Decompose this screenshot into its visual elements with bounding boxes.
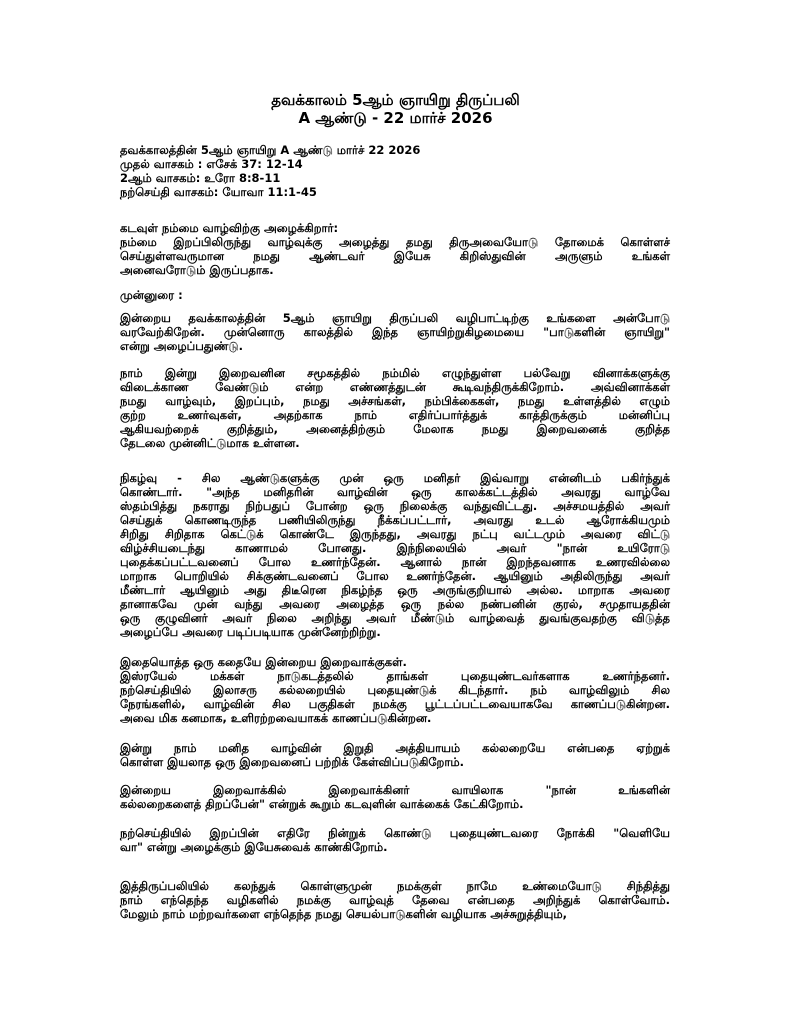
text-line: இதையொத்த ஒரு கதையே இன்றைய இறைவாக்குகள். <box>120 655 407 669</box>
readings-paragraph <box>120 826 670 854</box>
text-line: சிறிது சிறிதாக கெட்டுக் கொண்டே இருந்தது, அவரது நட்பு வட்டமும் அவரை விட்டு <box>120 527 670 541</box>
text-line: தேடலை முன்னிட்டுமாக உள்ளன. <box>120 436 300 450</box>
text-line: செய்துள்ளவருமான நமது ஆண்டவர் இயேசு கிறிஸ்துவின் அருளும் உங்கள் <box>120 249 670 263</box>
text-line: அழைப்பே அவரை படிப்படியாக முன்னேற்றிற்று. <box>120 625 381 639</box>
text-line: நாம் இன்று இறைவனின சமூகத்தில் நம்மில் எழுந்துள்ள பல்வேறு வினாக்களுக்கு <box>120 366 670 380</box>
text-line: முதல் வாசகம் : எசேக் 37: 12-14 <box>120 157 303 171</box>
text-line: 2ஆம் வாசகம்: உரோ 8:8-11 <box>120 171 281 185</box>
text-line: நாம் எந்தெந்த வழிகளில் நமக்கு வாழ்வுத் தேவை என்பதை அறிந்துக் கொள்வோம். <box>120 893 670 907</box>
text-line: இத்திருப்பலியில் கலந்துக் கொள்ளுமுன் நமக்குள் நாமே உண்மையோடு சிந்தித்து <box>120 879 670 893</box>
readings-paragraph <box>120 741 670 769</box>
intro-heading-text: முன்னுரை : <box>120 288 183 302</box>
readings-paragraph <box>120 783 670 811</box>
document-subtitle: A ஆண்டு - 22 மார்ச் 2026 <box>298 109 493 127</box>
text-line: ஆகியவற்றைக் குறித்தும், அனைத்திற்கும் மேலாக நமது இறைவனைக் குறித்த <box>120 422 670 436</box>
text-line: கொண்டார். "அந்த மனிதரின் வாழ்வின் ஒரு காலக்கட்டத்தில் அவரது வாழ்வே <box>120 485 670 499</box>
text-line: தவக்காலத்தின் 5ஆம் ஞாயிறு A ஆண்டு மார்ச் 22 2026 <box>120 143 421 157</box>
text-line: விடைக்காண வேண்டும் என்ற எண்ணத்துடன் கூடிவந்திருக்கிறோம். அவ்வினாக்கள் <box>120 380 670 394</box>
story-paragraph <box>120 471 670 639</box>
text-line: இன்று நாம் மனித வாழ்வின் இறுதி அத்தியாயம் கல்லறையே என்பதை ஏற்றுக் <box>120 741 670 755</box>
text-line: இஸ்ரயேல் மக்கள் நாடுகடத்தலில் தாங்கள் புதையுண்டவர்களாக உணர்ந்தனர். <box>120 669 670 683</box>
text-line: மேலும் நாம் மற்றவர்களை எந்தெந்த நமது செயல்பாடுகளின் வழியாக அச்சுறுத்தியும், <box>120 907 567 921</box>
text-line: தானாகவே முன் வந்து அவரை அழைத்த ஒரு நல்ல நண்பனின் குரல், சமுதாயததின் <box>120 597 670 611</box>
text-line: மீண்டார் ஆயினும் அது திடீரென நிகழ்ந்த ஒரு அருங்குறியால் அல்ல. மாறாக அவரை <box>120 583 670 597</box>
intro-heading <box>120 288 670 302</box>
text-line: புதைக்கப்பட்டவனைப் போல உணர்ந்தேன். ஆனால் நான் இறந்தவனாக உணரவில்லை <box>120 555 670 569</box>
intro-paragraph <box>120 366 670 450</box>
text-line: ஸ்தம்பித்து நகராது நிற்பதுப் போன்ற ஒரு நிலைக்கு வந்துவிட்டது. அச்சமயத்தில் அவர் <box>120 499 670 513</box>
text-line: இன்றைய இறைவாக்கில் இறைவாக்கினர் வாயிலாக "நான் உங்களின் <box>120 783 670 797</box>
text-line: செய்துக் கொணடிருந்த பணியிலிருந்து நீக்கப்பட்டார், அவரது உடல் ஆரோக்கியமும் <box>120 513 670 527</box>
text-line: கல்லறைகளைத் திறப்பேன்" என்றுக் கூறும் கடவுளின் வாக்கைக் கேட்கிறோம். <box>120 797 524 811</box>
text-line: விழ்ச்சியடைந்து காணாமல் போனது. இந்நிலையில் அவர் "நான் உயிரோடு <box>120 541 670 555</box>
text-line: வரவேற்கிறேன். முன்னொரு காலத்தில் இந்த ஞாயிற்றுகிழமையை "பாடுகளின் ஞாயிறு" <box>120 325 670 339</box>
text-line: நம்மை இறப்பிலிருந்து வாழ்வுக்கு அழைத்து தமது திருஅவையோடு தோமைக் கொள்ளச் <box>120 235 670 249</box>
text-line: என்று அழைப்பதுண்டு. <box>120 339 244 353</box>
text-line: கொள்ள இயலாத ஒரு இறைவனைப் பற்றிக் கேள்விப்படுகிறோம். <box>120 755 465 769</box>
text-line: இன்றைய தவக்காலத்தின் 5ஆம் ஞாயிறு திருப்பலி வழிபாட்டிற்கு உங்களை அன்போடு <box>120 311 670 325</box>
text-line: நற்செய்தியில் இறப்பின் எதிரே நின்றுக் கொண்டு புதையுண்டவரை நோக்கி "வெளியே <box>120 826 670 840</box>
text-line: நேரங்களில், வாழ்வின் சில பகுதிகள் நமக்கு பூட்டப்பட்டவையாகவே காணப்படுகின்றன. <box>120 697 670 711</box>
document-title: தவக்காலம் 5ஆம் ஞாயிறு திருப்பலி <box>271 91 520 109</box>
text-line: கடவுள் நம்மை வாழ்விற்கு அழைக்கிறார்: <box>120 221 339 235</box>
text-line: குற்ற உணர்வுகள், அதற்காக நாம் எதிர்ப்பார்த்துக் காத்திருக்கும் மன்னிப்பு <box>120 408 670 422</box>
text-line: நற்செய்தி வாசகம்: யோவா 11:1-45 <box>120 185 317 199</box>
text-line: நற்செய்தியில் இலாசரு கல்லறையில் புதையுண்டுக் கிடந்தார். நம் வாழ்விலும் சில <box>120 683 670 697</box>
readings-info <box>120 143 670 199</box>
text-line: நிகழ்வு - சில ஆண்டுகளுக்கு முன் ஒரு மனிதர் இவ்வாறு என்னிடம் பகிர்ந்துக் <box>120 471 670 485</box>
text-line: அனைவரோடும் இருப்பதாக. <box>120 263 274 277</box>
text-line: மாறாக பொறியில் சிக்குண்டவனைப் போல உணர்ந்தேன். ஆயினும் அதிலிருந்து அவர் <box>120 569 670 583</box>
text-line: நமது வாழ்வும், இறப்பும், நமது அச்சங்கள், நம்பிக்கைகள், நமது உள்ளத்தில் எழும் <box>120 394 670 408</box>
readings-paragraph <box>120 655 670 725</box>
reflection-paragraph <box>120 879 670 921</box>
intro-paragraph <box>120 311 670 353</box>
text-line: வா" என்று அழைக்கும் இயேசுவைக் காண்கிறோம். <box>120 840 388 854</box>
greeting <box>120 221 670 277</box>
text-line: ஒரு குழுவினர் அவர் நிலை அறிந்து அவர் மீண்டும் வாழ்வைத் துவங்குவதற்கு விடுத்த <box>120 611 670 625</box>
text-line: அவை மிக கனமாக, உளிரற்றவையாகக் காணப்படுகின்றன. <box>120 711 432 725</box>
